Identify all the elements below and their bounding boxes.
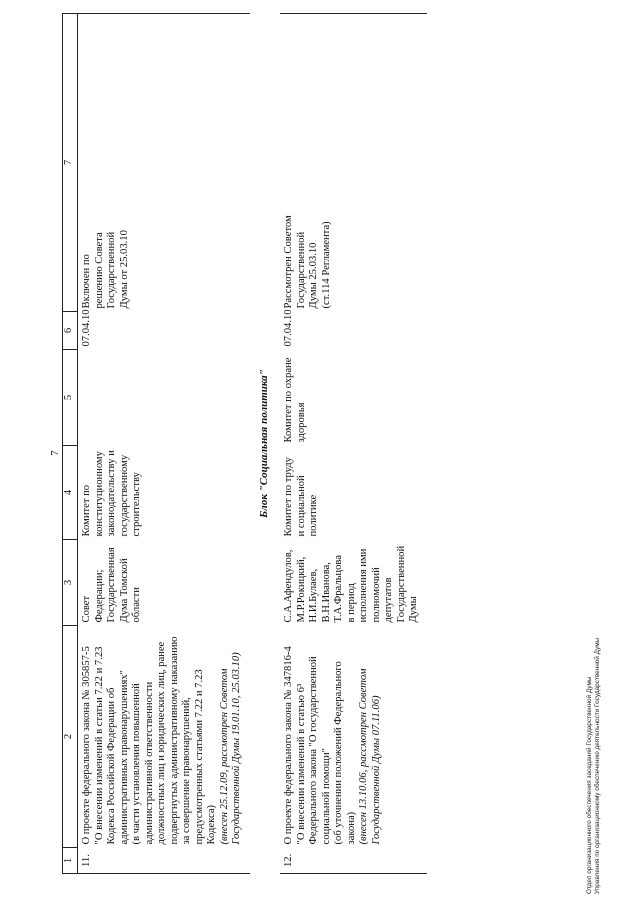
col-header-5: 5 <box>63 350 78 446</box>
text-line: Комитет по <box>81 484 92 537</box>
text-line: Думы от 25.03.10 <box>118 230 130 309</box>
text-line: социальной помощи" <box>320 748 332 845</box>
text-line: В.Н.Иванова, <box>320 562 332 623</box>
text-line: решению Совета <box>93 232 105 309</box>
text-line: строительству <box>131 472 142 537</box>
col-header-3: 3 <box>63 540 78 626</box>
text-line: Совет Федерации; <box>81 569 105 623</box>
date: 07.04.10 <box>283 309 295 347</box>
text-line: Комитет по охране <box>283 357 295 443</box>
text-line: Государственная <box>106 547 117 623</box>
bill-title <box>280 626 427 848</box>
col-header-1: 1 <box>63 848 78 874</box>
co-committee <box>78 350 250 446</box>
bill-initiator <box>280 540 427 626</box>
bill-title <box>78 626 250 848</box>
text-line: (об уточнении положений Федерального <box>333 661 345 845</box>
text-line: О проекте федерального закона № 305857-5 <box>81 646 92 845</box>
text-line: "О внесении изменений в статью 6³ <box>295 683 307 845</box>
text-line: административных правонарушениях" <box>118 670 130 845</box>
text-line: Включен по <box>81 254 92 309</box>
text-line: Государственной <box>295 231 307 309</box>
text-line: М.Р.Рокицкий, <box>295 556 307 623</box>
text-line: Комитет по труду <box>283 457 295 537</box>
text-line: здоровья <box>295 402 307 443</box>
status <box>280 14 427 312</box>
text-line: Государственной Думы 19.01.10, 25.03.10) <box>231 652 242 845</box>
section-heading-row <box>250 14 281 874</box>
text-line: Дума Томской <box>118 558 130 623</box>
text-line: должностных лиц и юридических лиц, ранее <box>156 641 167 845</box>
text-line: Кодекса) <box>206 804 217 845</box>
text-line: депутатов <box>383 577 395 623</box>
table-row <box>280 14 427 874</box>
text-line: Думы <box>408 596 420 623</box>
text-line: Федерального закона "О государственной <box>308 656 320 845</box>
text-line: "О внесении изменений в статьи 7.22 и 7.23 <box>93 646 105 845</box>
text-line: (ст.114 Регламента) <box>320 221 332 309</box>
row-number: 12. <box>280 848 427 874</box>
text-line: Рассмотрен Советом <box>283 215 295 309</box>
text-line: подвергнутых административному наказанию <box>168 636 180 845</box>
text-line: исполнения ими <box>358 548 370 623</box>
col-header-2: 2 <box>63 626 78 848</box>
text-line: политике <box>308 494 320 537</box>
rotated-table-container <box>62 14 622 874</box>
column-number-row <box>63 14 78 874</box>
text-line: Государственной <box>395 545 407 623</box>
col-header-7: 7 <box>63 14 78 312</box>
bills-table <box>62 13 427 874</box>
text-line: (внесен 25.12.09, рассмотрен Советом <box>218 668 230 845</box>
text-line: Н.И.Булаев, <box>308 568 320 623</box>
page-number: 7 <box>48 450 61 456</box>
date: 07.04.10 <box>81 309 92 347</box>
text-line: и социальной <box>295 475 307 537</box>
col-header-4: 4 <box>63 446 78 540</box>
text-line: Думы 25.03.10 <box>308 242 320 309</box>
text-line: С.А.Афендулов, <box>283 549 295 623</box>
text-line: в период <box>345 583 357 623</box>
col-header-6: 6 <box>63 312 78 350</box>
text-line: законодательству и <box>106 450 117 537</box>
text-line: полномочий <box>370 567 382 623</box>
text-line: (внесен 13.10.06, рассмотрен Советом <box>358 668 370 845</box>
footer-note <box>586 554 602 894</box>
row-number: 11. <box>78 848 250 874</box>
text-line: области <box>131 587 142 623</box>
text-line: Государственной <box>106 231 117 309</box>
status <box>78 14 250 312</box>
co-committee <box>280 350 427 446</box>
text-line: О проекте федерального закона № 347816-4 <box>283 646 295 845</box>
text-line: конституционному <box>93 451 105 537</box>
text-line: (в части установления повышенной <box>131 683 142 845</box>
text-line: закона) <box>345 811 357 845</box>
responsible-committee <box>280 446 427 540</box>
text-line: Государственной Думы 07.11.06) <box>370 695 382 845</box>
text-line: Кодекса Российской Федерации об <box>106 687 117 845</box>
footer-line: Отдел организационного обеспечения заседаний Государственной Думы <box>586 676 593 894</box>
bill-initiator <box>78 540 250 626</box>
text-line: Т.А.Фральцова <box>333 555 345 623</box>
text-line: административной ответственности <box>143 681 155 845</box>
footer-line: Управления по организационному обеспечению деятельности Государственной Думы <box>594 637 601 894</box>
responsible-committee <box>78 446 250 540</box>
text-line: государственному <box>118 454 130 537</box>
table-row <box>78 14 250 874</box>
text-line: предусмотренных статьями 7.22 и 7.23 <box>193 669 205 845</box>
block-heading: Блок "Социальная политика" <box>257 369 270 518</box>
text-line: за совершение правонарушений, <box>181 697 192 845</box>
